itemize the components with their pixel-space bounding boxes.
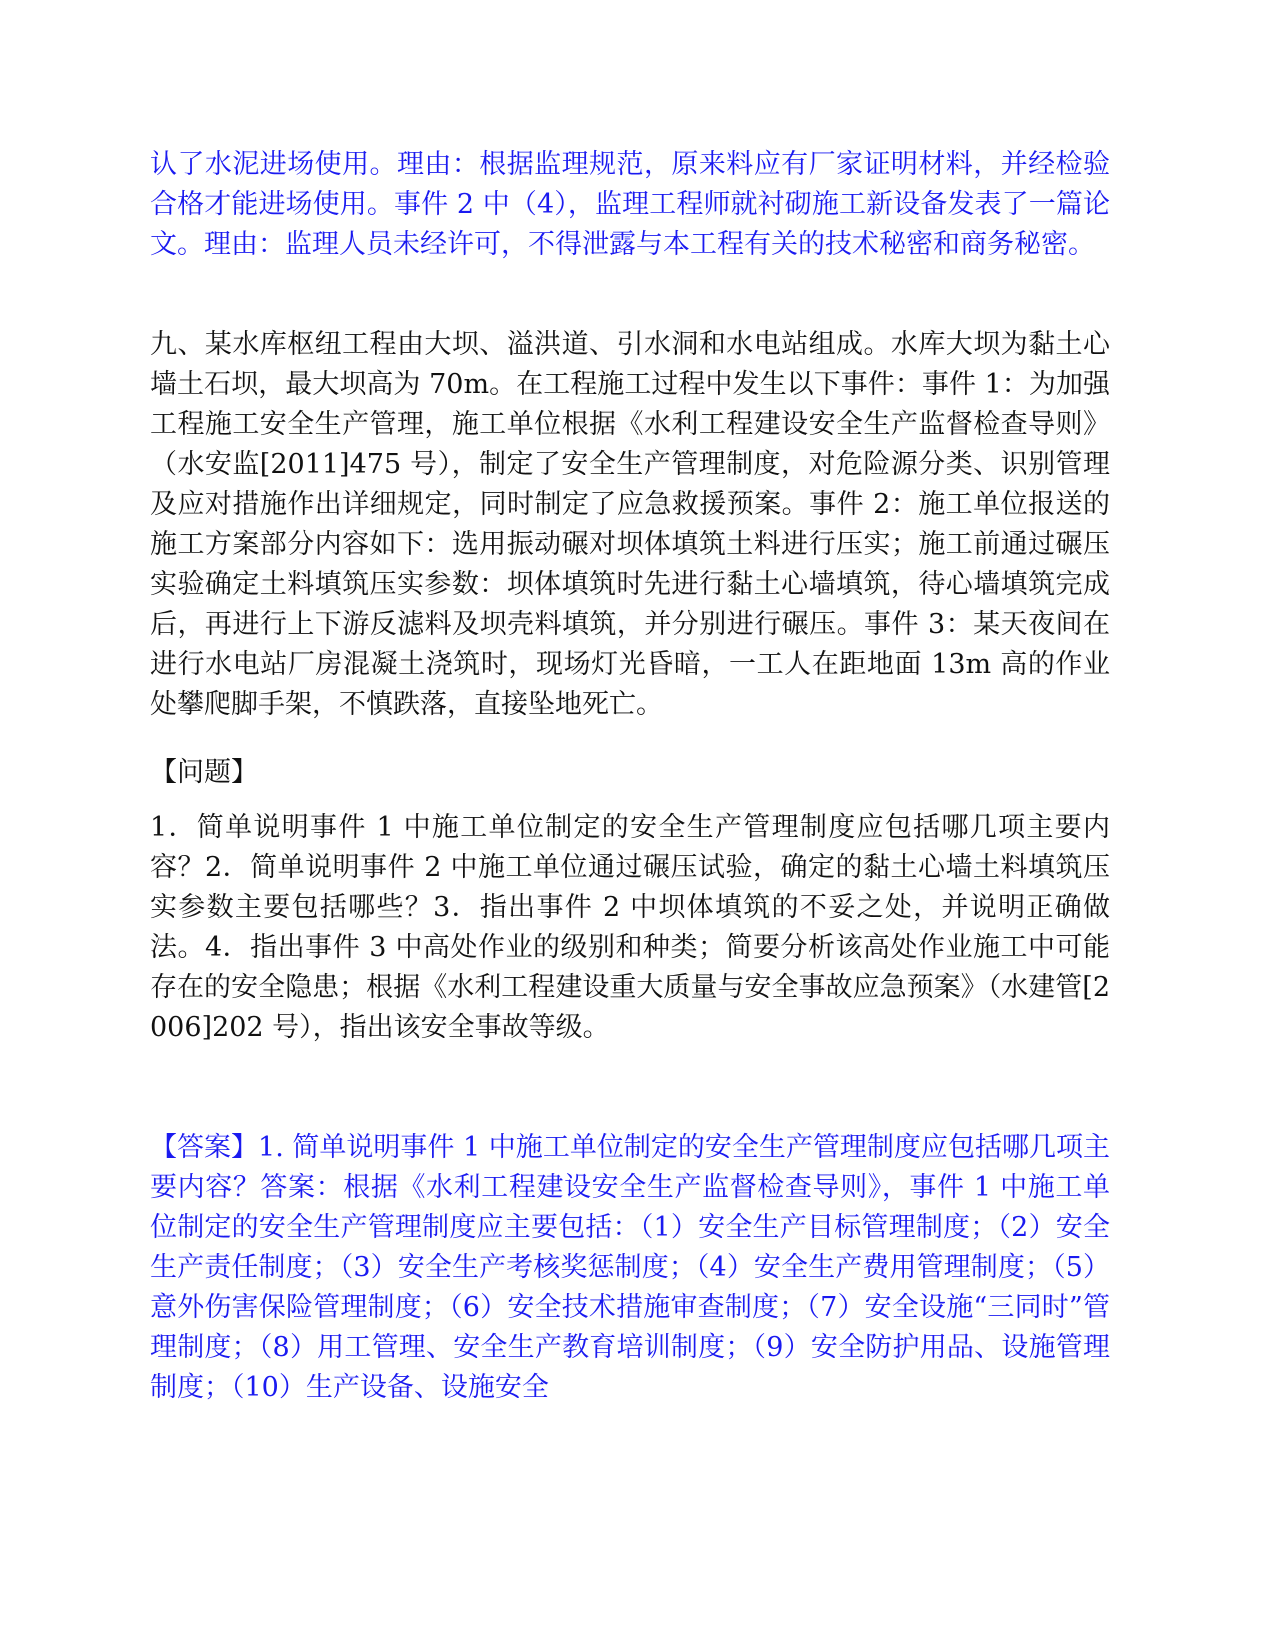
answer-paragraph: 【答案】1. 简单说明事件 1 中施工单位制定的安全生产管理制度应包括哪几项主要内容？答案：根据《水利工程建设安全生产监督检查导则》，事件 1 中施工单位制定的安全生产管理制度应主要包括：（1）安全生产目标管理制度；（2）安全生产责任制度；（3）安全生产考核奖惩制度；（4）安全生产费用管理制度；（5）意外伤害保险管理制度；（6）安全技术措施审查制度；（7）安全设施“三同时”管理制度；（8）用工管理、安全生产教育培训制度；（9）安全防护用品、设施管理制度；（10）生产设备、设施安全 (150, 1132, 1110, 1403)
previous-answer-continuation: 认了水泥进场使用。理由：根据监理规范，原来料应有厂家证明材料，并经检验合格才能进场使用。事件 2 中（4），监理工程师就衬砌施工新设备发表了一篇论文。理由：监理人员未经许可，不得泄露与本工程有关的技术秘密和商务秘密。 (150, 149, 1110, 260)
question-nine-scenario: 九、某水库枢纽工程由大坝、溢洪道、引水洞和水电站组成。水库大坝为黏土心墙土石坝，最大坝高为 70m。在工程施工过程中发生以下事件：事件 1：为加强工程施工安全生产管理，施工单位根据《水利工程建设安全生产监督检查导则》（水安监[2011]475 号），制定了安全生产管理制度，对危险源分类、识别管理及应对措施作出详细规定，同时制定了应急救援预案。事件 2：施工单位报送的施工方案部分内容如下：选用振动碾对坝体填筑土料进行压实；施工前通过碾压实验确定土料填筑压实参数：坝体填筑时先进行黏土心墙填筑，待心墙填筑完成后，再进行上下游反滤料及坝壳料填筑，并分别进行碾压。事件 3：某天夜间在进行水电站厂房混凝土浇筑时，现场灯光昏暗，一工人在距地面 13m 高的作业处攀爬脚手架，不慎跌落，直接坠地死亡。 (150, 329, 1110, 720)
questions-heading: 【问题】 (150, 757, 258, 788)
questions-list: 1．简单说明事件 1 中施工单位制定的安全生产管理制度应包括哪几项主要内容？2．简单说明事件 2 中施工单位通过碾压试验，确定的黏土心墙土料填筑压实参数主要包括哪些？3．指出事件 2 中坝体填筑的不妥之处，并说明正确做法。4．指出事件 3 中高处作业的级别和种类；简要分析该高处作业施工中可能存在的安全隐患；根据《水利工程建设重大质量与安全事故应急预案》（水建管[2006]202 号），指出该安全事故等级。 (150, 812, 1110, 1043)
